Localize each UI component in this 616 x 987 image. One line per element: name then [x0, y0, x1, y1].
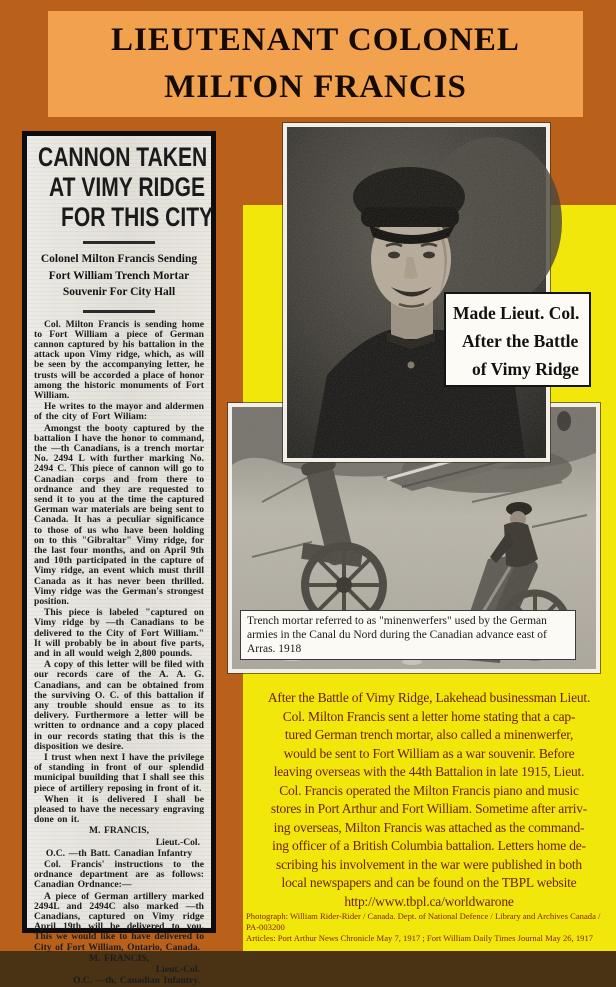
page-title-line: MILTON FRANCIS — [164, 69, 467, 105]
summary-line: After the Battle of Vimy Ridge, Lakehead businessman Lieut. — [267, 690, 591, 705]
tbpl-website-url[interactable]: http://www.tbpl.ca/worldwarone — [344, 893, 514, 909]
article-paragraph: This piece is labeled "captured on Vimy ridge by —th Canadians to be delivered to the City of Fort William." It will probably be in about five parts, and in all would weigh 2,800 pounds. — [34, 607, 204, 659]
credit-line: PA-003200 — [246, 922, 285, 932]
article-paragraph: Col. Francis' instructions to the ordnance department are as follows: Canadian Ordnance:— — [34, 859, 204, 891]
summary-line: ing officer of a British Columbia battalion. Letters home de- — [272, 838, 586, 853]
credits — [246, 911, 612, 944]
headline-line: FOR THIS CITY — [61, 202, 214, 232]
article-paragraph: M. FRANCIS, — [88, 825, 150, 837]
subhead-line: Souvenir For City Hall — [62, 286, 176, 298]
subhead-line: Fort William Trench Mortar — [48, 269, 190, 282]
mortar-photo-caption: Trench mortar referred to as "minenwerfers" used by the German armies in the Canal du Nord during the Canadian advance east of Arras. 1918 — [240, 610, 576, 660]
article-paragraph: Lieut.-Col. — [155, 964, 200, 976]
page-title — [48, 11, 583, 117]
article-paragraph: O.C. —th, Canadian Infantry. — [72, 975, 200, 987]
summary-line: ing overseas, Milton Francis was attached as the command- — [273, 819, 585, 835]
subhead-line: Colonel Milton Francis Sending — [40, 253, 198, 265]
summary-line: Col. Milton Francis sent a letter home stating that a cap- — [282, 708, 576, 724]
portrait-caption-line: of Vimy Ridge — [472, 359, 579, 379]
article-paragraph: A copy of this letter will be filed with our records care of the A. A. G. Canadians, and can be obtained from the surviving O. C. of this battalion if any trouble should ensue as to its delivery. Furthermore a letter will be written to ordnance and a copy placed in our records stating that this is the disposition we desire. — [34, 659, 204, 752]
article-paragraph: A piece of German artillery marked 2494L and 2494C also marked —th Canadians, captured on Vimy ridge April 19th will be delivered to you. This we would like to have delivered to City of Fort William, Ontario, Canada. — [34, 890, 204, 953]
clipping-article-body — [34, 320, 204, 987]
credit-line: Photograph: William Rider-Rider / Canada. Dept. of National Defence / Library and Archives Canada / — [246, 911, 601, 921]
article-paragraph: Col. Milton Francis is sending home to Fort William a piece of German cannon captured by his battalion in the attack upon Vimy ridge, which, as will be seen by the accompanying letter, he trusts will be accorded a place of honor among the historic monuments of Fort William. — [34, 318, 204, 401]
summary-line: scribing his involvement in the war were published in both — [276, 856, 582, 872]
clipping-headline — [34, 142, 214, 232]
summary-line: would be sent to Fort William as a war souvenir. Before — [283, 745, 575, 761]
page-title-line: LIEUTENANT COLONEL — [111, 22, 520, 58]
summary-line: leaving overseas with the 44th Battalion in late 1915, Lieut. — [273, 764, 585, 779]
article-paragraph: Amongst the booty captured by the battalion I have the honor to command, the —th Canadians, is a trench mortar No. 2494 L with further marking No. 2494 C. This piece of cannon will go to Canadian corps and from there to ordnance and they are requested to send it to you at the time the captured German war materials are being sent to Canada. It has a peculiar significance to those of us who have been holding on to this "Gibraltar" Vimy ridge, for the last four months, and on April 9th and 10th participated in the capture of Vimy ridge, an event which must thrill Canada as it has never been thrilled. Vimy ridge was the German's strongest position. — [34, 422, 204, 607]
summary-line: Col. Francis operated the Milton Francis piano and music — [279, 782, 579, 798]
summary-text — [245, 689, 613, 911]
headline-line: AT VIMY RIDGE — [49, 172, 206, 202]
clipping-subhead — [34, 251, 204, 301]
article-paragraph: Lieut.-Col. — [155, 836, 200, 848]
headline-line: CANNON TAKEN — [38, 142, 208, 172]
article-paragraph: When it is delivered I shall be pleased to have the necessary engraving done on it. — [34, 793, 204, 826]
summary-line: local newspapers and can be found on the TBPL website — [281, 875, 577, 890]
divider-rule — [83, 310, 155, 313]
article-paragraph: M. FRANCIS, — [88, 952, 150, 964]
article-paragraph: He writes to the mayor and aldermen of the city of Fort Wiliam: — [34, 401, 204, 423]
portrait-caption-line: After the Battle — [462, 331, 579, 351]
portrait-caption — [444, 292, 591, 387]
article-paragraph: O.C. —th Batt. Canadian Infantry — [45, 847, 193, 859]
summary-line: stores in Port Arthur and Fort William. Sometime after arriv- — [270, 801, 588, 816]
credit-line: Articles: Port Arthur News Chronicle May 7, 1917 ; Fort William Daily Times Journal May 26, 1917 — [246, 933, 594, 943]
article-paragraph: I trust when next I have the privilege of standing in front of our splendid municipal buuilding that I shall see this piece of artillery reposing in front of it. — [34, 752, 204, 794]
newspaper-clipping — [22, 131, 216, 987]
portrait-caption-line: Made Lieut. Col. — [453, 303, 580, 323]
divider-rule — [83, 241, 155, 244]
summary-line: tured German trench mortar, also called a minenwerfer, — [284, 727, 574, 742]
